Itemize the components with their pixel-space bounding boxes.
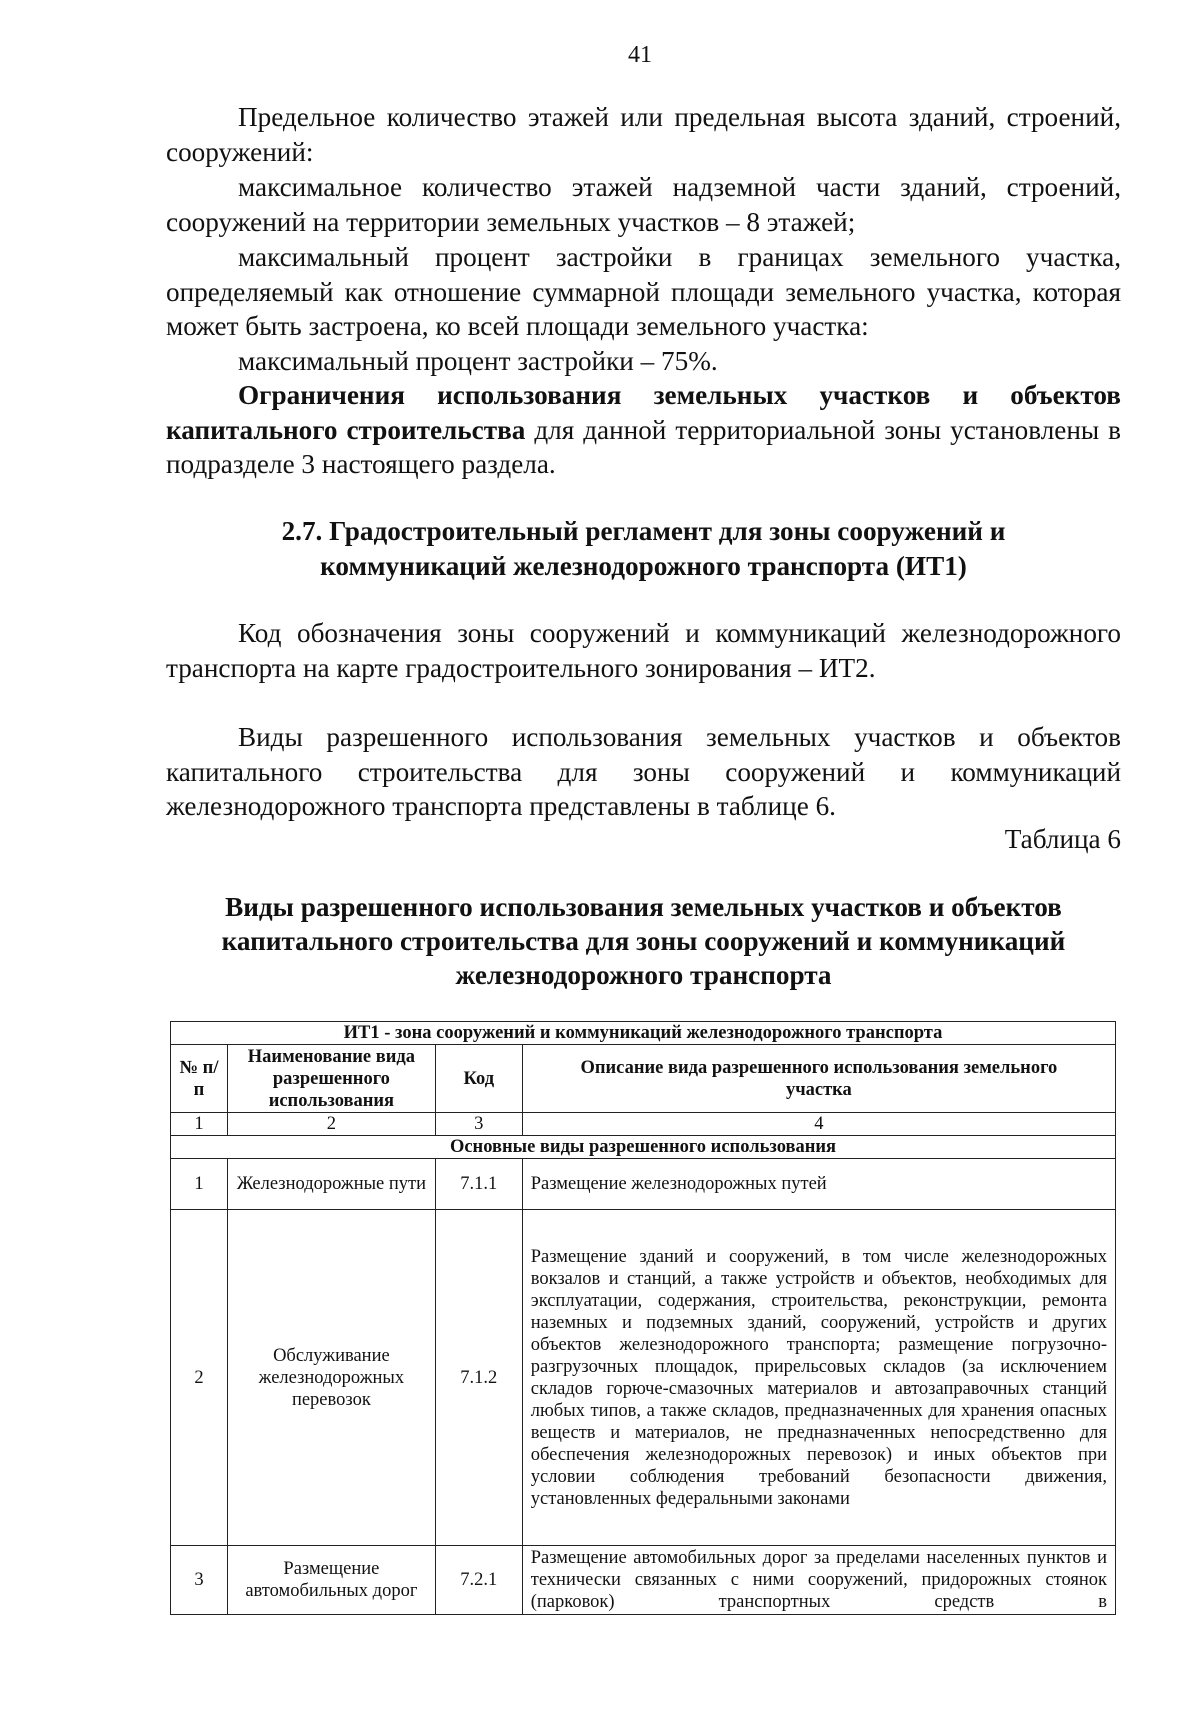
paragraph-max-height: Предельное количество этажей или предельная высота зданий, строений, сооружений: <box>166 102 1121 167</box>
restrictions-bold-text: Ограничения использования земельных участков и объектов капитального строительства <box>166 380 1121 445</box>
table-column-header-row <box>171 1045 1116 1113</box>
paragraph-restrictions <box>166 378 1121 482</box>
paragraph-max-floors: максимальное количество этажей надземной части зданий, строений, сооружений на территории земельных участков – 8 этажей; <box>166 172 1121 237</box>
row-code: 7.2.1 <box>435 1546 522 1615</box>
col-number-2: 2 <box>227 1113 435 1136</box>
row-num: 2 <box>171 1210 228 1546</box>
row-desc: Размещение зданий и сооружений, в том числе железнодорожных вокзалов и станций, а также устройств и объектов, необходимых для эксплуатации, содержания, строительства, реконструкции, ремонта наземных и подземных зданий, сооружений, устройств и других объектов железнодорожного транспорта; размещение погрузочно-разгрузочных площадок, прирельсовых складов (за исключением складов горюче-смазочных материалов и автозаправочных станций любых типов, а также складов, предназначенных для хранения опасных веществ и материалов, не предназначенных непосредственно для обеспечения железнодорожных перевозок) и иных объектов при условии соблюдения требований безопасности движения, установленных федеральными законами <box>522 1210 1115 1546</box>
table-title-line3: железнодорожного транспорта <box>455 960 832 990</box>
row-desc: Размещение железнодорожных путей <box>522 1159 1115 1210</box>
row-name: Размещение автомобильных дорог <box>227 1546 435 1615</box>
col-number-4: 4 <box>522 1113 1115 1136</box>
table-group-header-row <box>171 1136 1116 1159</box>
table-column-number-row <box>171 1113 1116 1136</box>
table-row <box>171 1210 1116 1546</box>
row-name: Обслуживание железнодорожных перевозок <box>227 1210 435 1546</box>
section-heading-line1: 2.7. Градостроительный регламент для зоны сооружений и <box>281 516 1006 546</box>
col-header-desc: Описание вида разрешенного использования земельного участка <box>522 1045 1115 1113</box>
row-num: 3 <box>171 1546 228 1615</box>
permitted-uses-table <box>170 1021 1116 1615</box>
table-row <box>171 1546 1116 1615</box>
col-header-code: Код <box>435 1045 522 1113</box>
row-code: 7.1.2 <box>435 1210 522 1546</box>
row-name: Железнодорожные пути <box>227 1159 435 1210</box>
table-group-header: Основные виды разрешенного использования <box>171 1136 1116 1159</box>
table-title-line2: капитального строительства для зоны сооружений и коммуникаций <box>221 926 1066 956</box>
col-header-name: Наименование вида разрешенного использования <box>227 1045 435 1113</box>
section-heading-line2: коммуникаций железнодорожного транспорта (ИТ1) <box>320 550 967 581</box>
table-caption: Таблица 6 <box>1004 824 1121 854</box>
table-title <box>166 890 1121 992</box>
paragraph-max-coverage-definition: максимальный процент застройки в границах земельного участка, определяемый как отношение суммарной площади земельного участка, которая может быть застроена, ко всей площади земельного участка: <box>166 242 1121 341</box>
page-number: 41 <box>628 42 652 68</box>
col-number-1: 1 <box>171 1113 228 1136</box>
row-num: 1 <box>171 1159 228 1210</box>
row-desc: Размещение автомобильных дорог за пределами населенных пунктов и технически связанных с ними сооружений, придорожных стоянок (парковок) транспортных средств в <box>522 1546 1115 1615</box>
table-row <box>171 1159 1116 1210</box>
table-zone-header-row <box>171 1022 1116 1045</box>
section-heading <box>166 514 1121 583</box>
paragraph-permitted-uses: Виды разрешенного использования земельных участков и объектов капитального строительства для зоны сооружений и коммуникаций железнодорожного транспорта представлены в таблице 6. <box>166 722 1121 821</box>
table-title-line1: Виды разрешенного использования земельных участков и объектов <box>225 892 1062 922</box>
paragraph-zone-code: Код обозначения зоны сооружений и коммуникаций железнодорожного транспорта на карте градостроительного зонирования – ИТ2. <box>166 618 1121 683</box>
table-zone-header: ИТ1 - зона сооружений и коммуникаций железнодорожного транспорта <box>171 1022 1116 1045</box>
paragraph-max-coverage-value: максимальный процент застройки – 75%. <box>238 346 718 376</box>
restrictions-rest-text: для данной территориальной зоны установлены в подразделе 3 настоящего раздела. <box>166 414 1121 479</box>
col-header-num: № п/п <box>171 1045 228 1113</box>
row-code: 7.1.1 <box>435 1159 522 1210</box>
col-number-3: 3 <box>435 1113 522 1136</box>
